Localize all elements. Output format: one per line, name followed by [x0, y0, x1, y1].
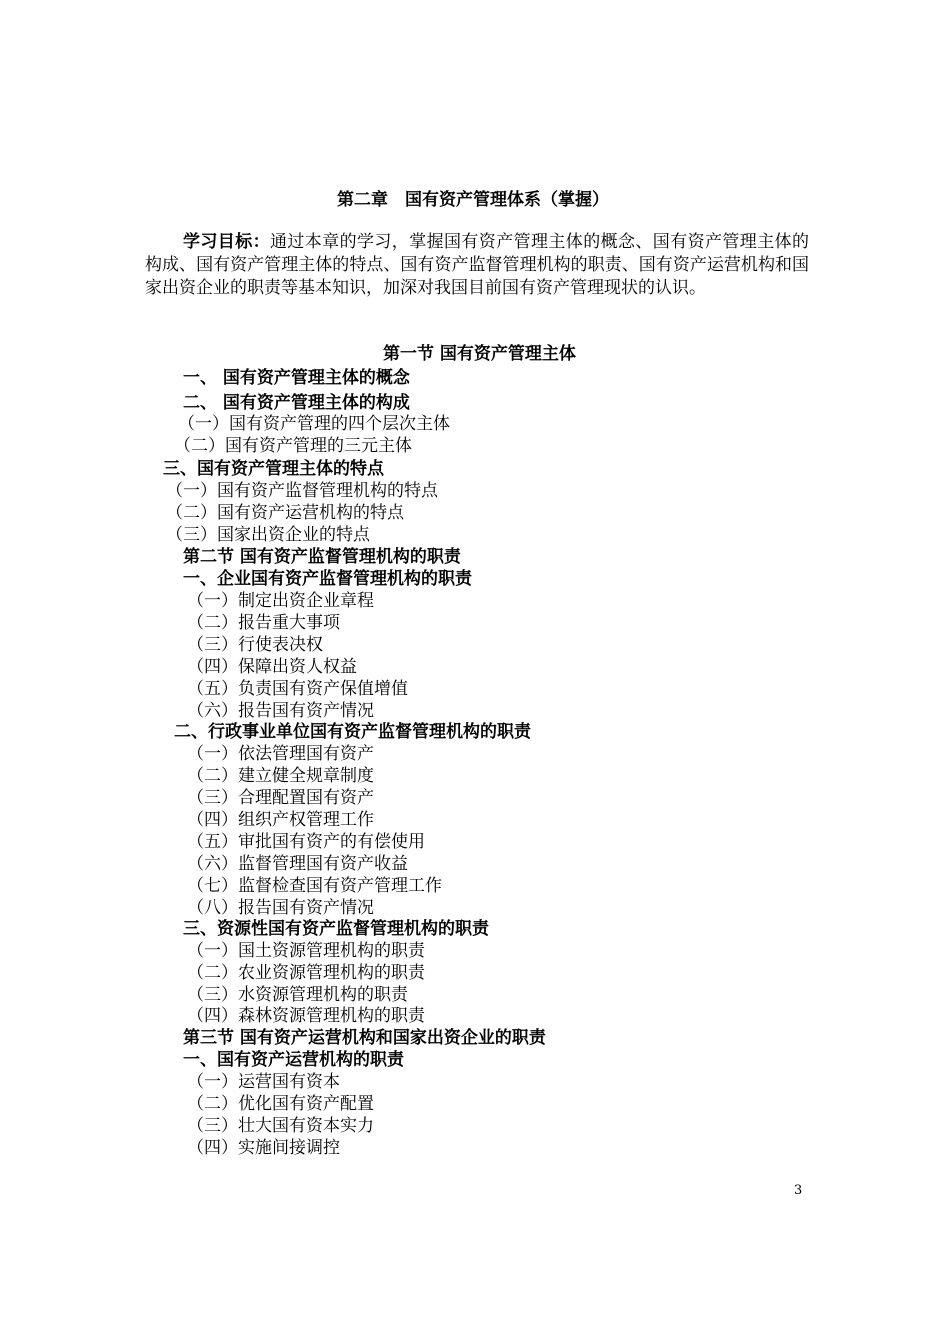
outline-item: （二）农业资源管理机构的职责 — [187, 963, 425, 983]
page-number: 3 — [794, 1183, 803, 1198]
outline-item: （三）壮大国有资本实力 — [187, 1116, 374, 1136]
outline-item: （一）国有资产监督管理机构的特点 — [166, 481, 438, 501]
outline-item: （八）报告国有资产情况 — [187, 898, 374, 918]
outline-item: （二）国有资产运营机构的特点 — [166, 503, 404, 523]
outline-heading: 一、企业国有资产监督管理机构的职责 — [183, 569, 472, 589]
outline-item: （三）水资源管理机构的职责 — [187, 985, 408, 1005]
outline-item: （四）实施间接调控 — [187, 1138, 340, 1158]
outline-item: （二）优化国有资产配置 — [187, 1094, 374, 1114]
outline-item: （一）依法管理国有资产 — [187, 744, 374, 764]
outline-item: （五）审批国有资产的有偿使用 — [187, 832, 425, 852]
outline-item: （一）运营国有资本 — [187, 1072, 340, 1092]
outline-item: （六）监督管理国有资产收益 — [187, 854, 408, 874]
section-heading: 第二节 国有资产监督管理机构的职责 — [183, 547, 461, 567]
learning-objective-label: 学习目标： — [183, 232, 270, 252]
chapter-title: 第二章 国有资产管理体系（掌握） — [337, 190, 609, 210]
outline-item: （六）报告国有资产情况 — [187, 701, 374, 721]
outline-heading: 三、资源性国有资产监督管理机构的职责 — [183, 919, 489, 939]
outline-item: （一）国有资产管理的四个层次主体 — [178, 414, 450, 434]
outline-item: （七）监督检查国有资产管理工作 — [187, 876, 442, 896]
outline-item: （一）国土资源管理机构的职责 — [187, 941, 425, 961]
outline-heading: 一、国有资产运营机构的职责 — [183, 1050, 404, 1070]
outline-item: （三）国家出资企业的特点 — [166, 525, 370, 545]
section-heading: 第三节 国有资产运营机构和国家出资企业的职责 — [183, 1028, 546, 1048]
outline-heading: 二、 国有资产管理主体的构成 — [183, 393, 410, 413]
outline-heading: 三、国有资产管理主体的特点 — [163, 459, 384, 479]
outline-item: （三）行使表决权 — [187, 635, 323, 655]
outline-item: （四）保障出资人权益 — [187, 657, 357, 677]
outline-heading: 一、 国有资产管理主体的概念 — [183, 368, 410, 388]
section-heading: 第一节 国有资产管理主体 — [383, 344, 576, 364]
outline-item: （四）组织产权管理工作 — [187, 810, 374, 830]
learning-objective-text: 通过本章的学习，掌握国有资产管理主体的概念、国有资产管理主体的构成、国有资产管理主体的特点、国有资产监督管理机构的职责、国有资产运营机构和国家出资企业的职责等基本知识，加深对我国目前国有资产管理现状的认识。 — [145, 232, 809, 298]
outline-item: （三）合理配置国有资产 — [187, 788, 374, 808]
outline-item: （二）报告重大事项 — [187, 613, 340, 633]
outline-item: （二）建立健全规章制度 — [187, 766, 374, 786]
outline-item: （一）制定出资企业章程 — [187, 591, 374, 611]
outline-heading: 二、行政事业单位国有资产监督管理机构的职责 — [174, 722, 531, 742]
outline-item: （二）国有资产管理的三元主体 — [174, 436, 412, 456]
learning-objective — [145, 231, 809, 300]
outline-item: （五）负责国有资产保值增值 — [187, 679, 408, 699]
outline-item: （四）森林资源管理机构的职责 — [187, 1006, 425, 1026]
